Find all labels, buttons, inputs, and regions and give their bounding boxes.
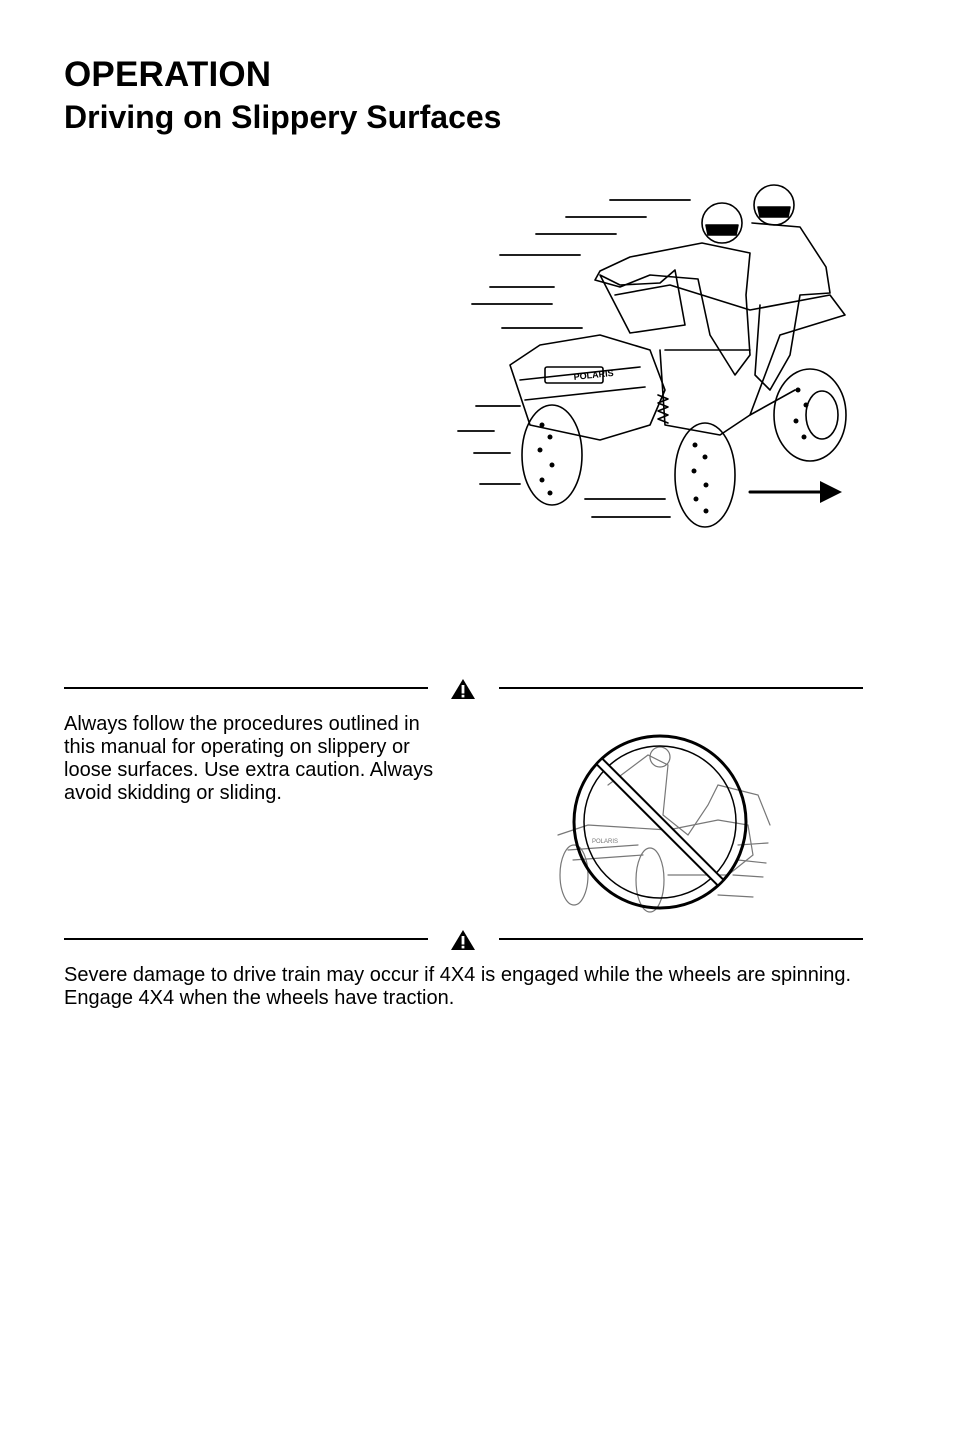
subsection-title: Driving on Slippery Surfaces: [64, 99, 502, 135]
prohibition-symbol: [574, 736, 746, 908]
prohibited-brand-label: POLARIS: [592, 839, 619, 845]
caution-text: Severe damage to drive train may occur if 4X4 is engaged while the wheels are spinning. Engage 4X4 when the wheels have traction.: [64, 964, 852, 1009]
warning-text: Always follow the procedures outlined in this manual for operating on slippery or loose surfaces. Use extra caution. Always avoid skidding or sliding.: [64, 713, 434, 804]
prohibited-skid-illustration: [548, 725, 773, 920]
warning-rule-right: [499, 687, 863, 689]
warning-triangle-icon: [450, 678, 476, 700]
section-title: OPERATION: [64, 55, 272, 94]
brand-label: POLARIS: [573, 367, 615, 382]
caution-rule-left: [64, 938, 428, 940]
warning-rule-left: [64, 687, 428, 689]
caution-rule-right: [499, 938, 863, 940]
warning-triangle-icon: [450, 929, 476, 951]
atv-riders-illustration: [450, 175, 860, 540]
direction-arrow: [750, 481, 842, 503]
speed-lines: [458, 200, 690, 517]
